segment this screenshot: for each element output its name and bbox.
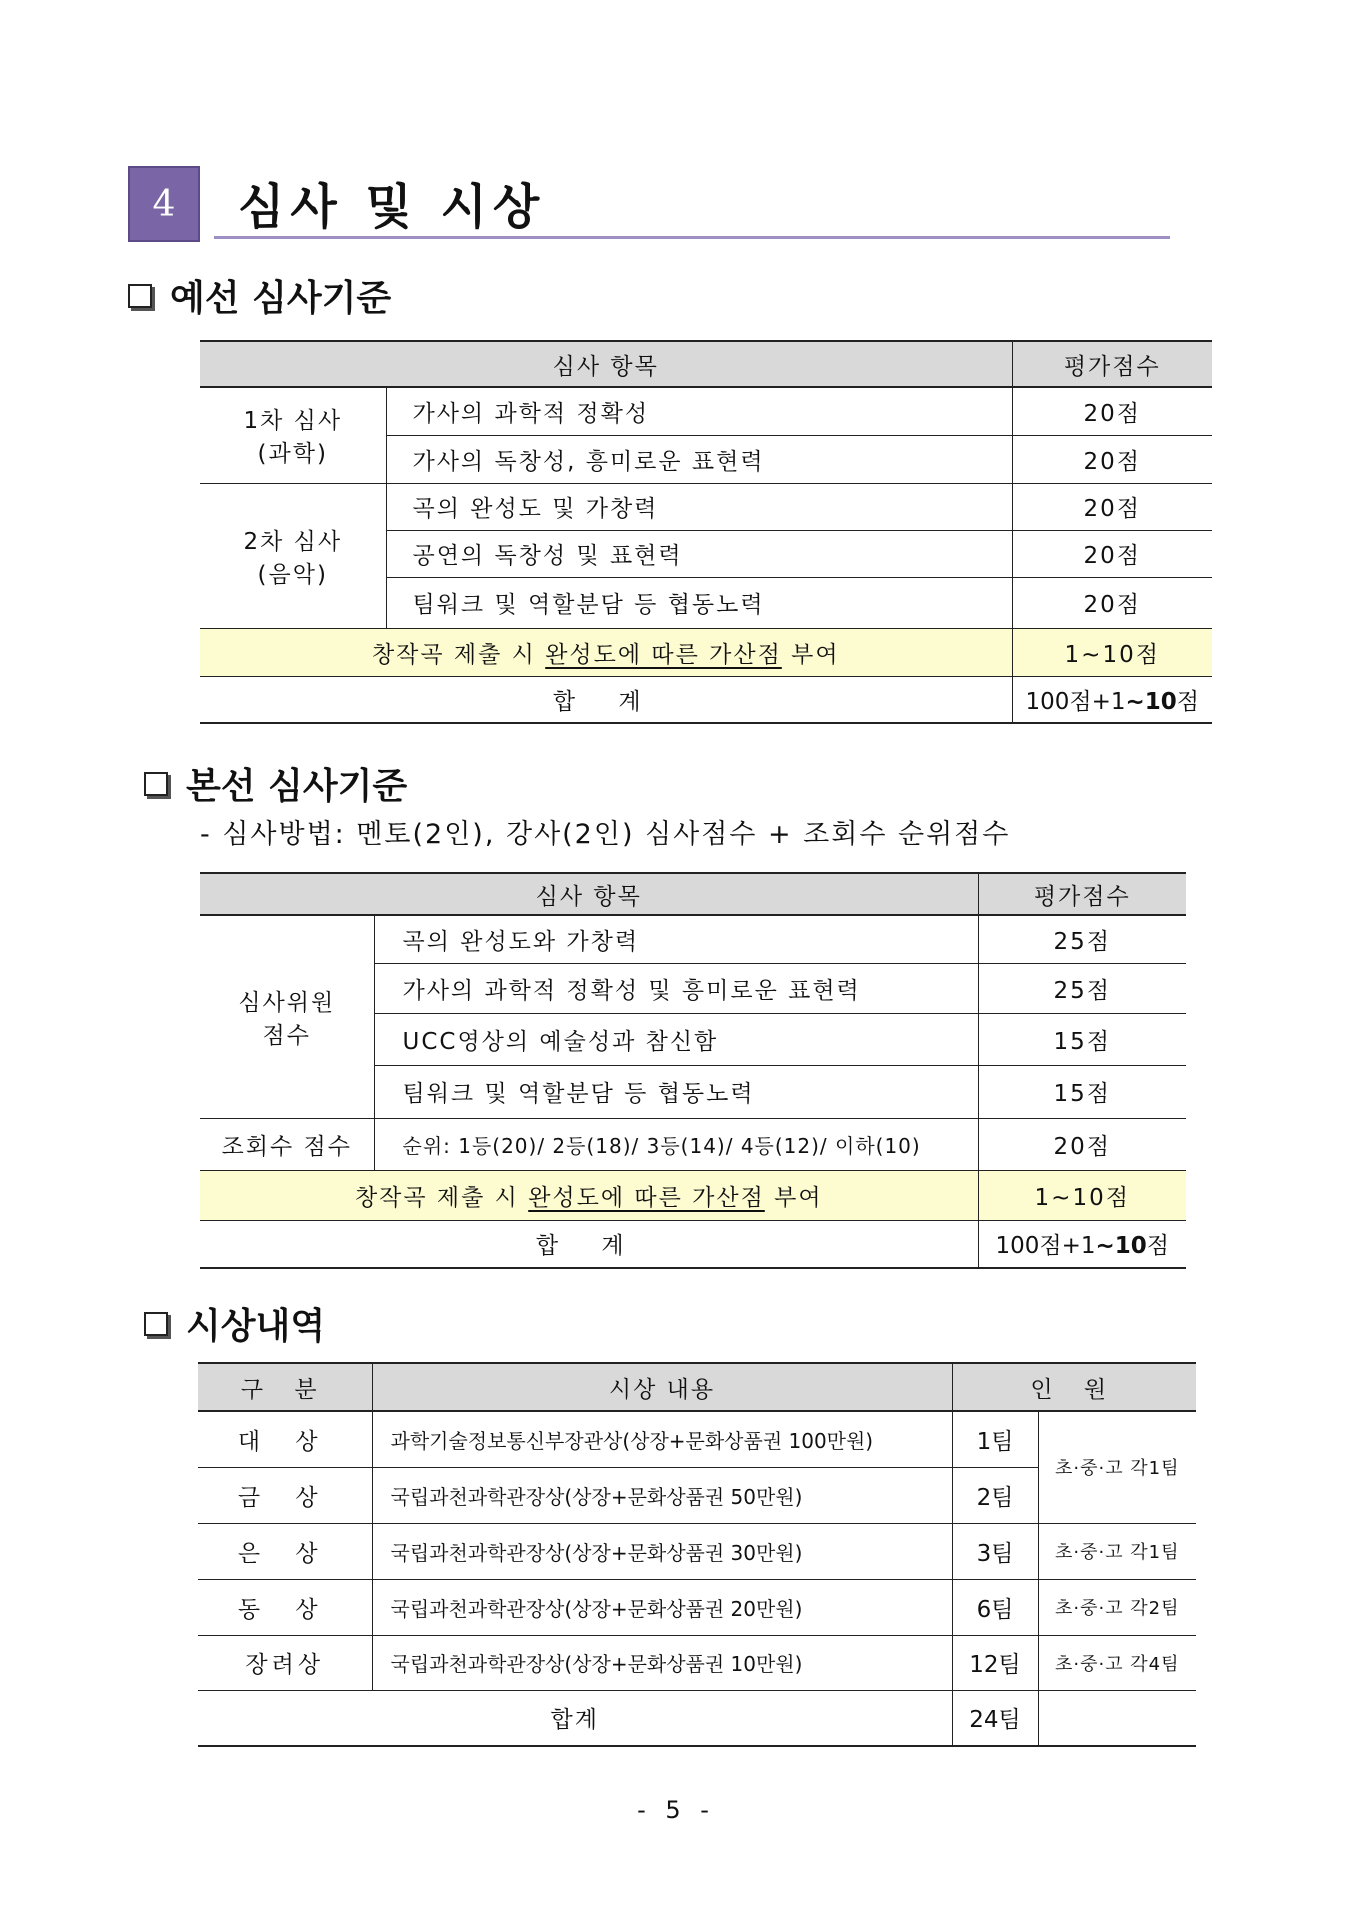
- criteria-score: 20점: [1012, 483, 1212, 530]
- criteria-item: 가사의 과학적 정확성 및 흥미로운 표현력: [374, 963, 978, 1013]
- awards-heading: [144, 1298, 325, 1349]
- award-category: 금 상: [198, 1467, 372, 1523]
- final-criteria-table: [200, 872, 1186, 1269]
- header-item: 심사 항목: [200, 341, 1012, 387]
- criteria-item: UCC영상의 예술성과 참신함: [374, 1013, 978, 1065]
- total-row: [198, 1690, 1196, 1746]
- award-detail: 초·중·고 각2팀: [1038, 1579, 1196, 1635]
- criteria-score: 20점: [1012, 387, 1212, 435]
- prelim-heading: [128, 270, 391, 321]
- criteria-item: 곡의 완성도와 가창력: [374, 915, 978, 963]
- award-detail: 초·중·고 각1팀: [1038, 1411, 1196, 1523]
- bonus-row: [200, 1170, 1186, 1220]
- table-row: [198, 1411, 1196, 1467]
- award-teams: 6팀: [952, 1579, 1038, 1635]
- group-label: 2차 심사 (음악): [200, 483, 386, 628]
- bonus-label: 창작곡 제출 시 완성도에 따른 가산점 부여: [200, 628, 1012, 676]
- award-category: 대 상: [198, 1411, 372, 1467]
- checkbox-square-icon: [144, 772, 168, 796]
- group-label: 1차 심사 (과학): [200, 387, 386, 483]
- views-label: 조회수 점수: [200, 1118, 374, 1170]
- criteria-item: 가사의 독창성, 흥미로운 표현력: [386, 435, 1012, 483]
- total-empty-cell: [1038, 1690, 1196, 1746]
- award-category: 은 상: [198, 1523, 372, 1579]
- table-row: [200, 1118, 1186, 1170]
- table-row: [198, 1523, 1196, 1579]
- table-row: [198, 1579, 1196, 1635]
- criteria-item: 팀워크 및 역할분담 등 협동노력: [374, 1065, 978, 1118]
- section-number-badge: 4: [128, 166, 200, 242]
- total-label: 합계: [198, 1690, 952, 1746]
- total-row: [200, 676, 1212, 723]
- table-row: [200, 387, 1212, 435]
- table-row: [200, 483, 1212, 530]
- criteria-score: 20점: [1012, 530, 1212, 577]
- section-title: 심사 및 시상: [238, 179, 546, 235]
- award-detail: 초·중·고 각4팀: [1038, 1635, 1196, 1690]
- award-content: 과학기술정보통신부장관상(상장+문화상품권 100만원): [372, 1411, 952, 1467]
- prelim-heading-text: 예선 심사기준: [170, 278, 392, 319]
- total-row: [200, 1220, 1186, 1268]
- bonus-score: 1~10점: [978, 1170, 1186, 1220]
- award-content: 국립과천과학관장상(상장+문화상품권 20만원): [372, 1579, 952, 1635]
- criteria-item: 곡의 완성도 및 가창력: [386, 483, 1012, 530]
- criteria-score: 25점: [978, 915, 1186, 963]
- total-label: 합 계: [200, 676, 1012, 723]
- criteria-score: 15점: [978, 1065, 1186, 1118]
- header-people: 인 원: [952, 1363, 1196, 1411]
- table-row: [200, 915, 1186, 963]
- header-score: 평가점수: [978, 873, 1186, 915]
- checkbox-square-icon: [128, 284, 152, 308]
- criteria-score: 25점: [978, 963, 1186, 1013]
- checkbox-square-icon: [144, 1312, 168, 1336]
- bonus-label: 창작곡 제출 시 완성도에 따른 가산점 부여: [200, 1170, 978, 1220]
- views-score: 20점: [978, 1118, 1186, 1170]
- total-score: 100점+1~10점: [1012, 676, 1212, 723]
- award-teams: 12팀: [952, 1635, 1038, 1690]
- views-ranking: 순위: 1등(20)/ 2등(18)/ 3등(14)/ 4등(12)/ 이하(10): [374, 1118, 978, 1170]
- total-score: 100점+1~10점: [978, 1220, 1186, 1268]
- award-category: 동 상: [198, 1579, 372, 1635]
- award-detail: 초·중·고 각1팀: [1038, 1523, 1196, 1579]
- header-item: 심사 항목: [200, 873, 978, 915]
- award-teams: 3팀: [952, 1523, 1038, 1579]
- group-label: 심사위원 점수: [200, 915, 374, 1118]
- final-heading-text: 본선 심사기준: [186, 766, 408, 807]
- criteria-score: 20점: [1012, 435, 1212, 483]
- award-category: 장려상: [198, 1635, 372, 1690]
- award-content: 국립과천과학관장상(상장+문화상품권 30만원): [372, 1523, 952, 1579]
- table-row: [198, 1635, 1196, 1690]
- criteria-item: 공연의 독창성 및 표현력: [386, 530, 1012, 577]
- final-heading: [144, 758, 407, 809]
- judging-method-text: - 심사방법: 멘토(2인), 강사(2인) 심사점수 + 조회수 순위점수: [200, 819, 1011, 850]
- criteria-item: 팀워크 및 역할분담 등 협동노력: [386, 577, 1012, 628]
- header-category: 구 분: [198, 1363, 372, 1411]
- award-teams: 1팀: [952, 1411, 1038, 1467]
- criteria-score: 20점: [1012, 577, 1212, 628]
- criteria-item: 가사의 과학적 정확성: [386, 387, 1012, 435]
- header-content: 시상 내용: [372, 1363, 952, 1411]
- table-header-row: [198, 1363, 1196, 1411]
- award-teams: 2팀: [952, 1467, 1038, 1523]
- award-content: 국립과천과학관장상(상장+문화상품권 10만원): [372, 1635, 952, 1690]
- header-score: 평가점수: [1012, 341, 1212, 387]
- bonus-score: 1~10점: [1012, 628, 1212, 676]
- award-content: 국립과천과학관장상(상장+문화상품권 50만원): [372, 1467, 952, 1523]
- table-header-row: [200, 873, 1186, 915]
- prelim-criteria-table: [200, 340, 1212, 724]
- criteria-score: 15점: [978, 1013, 1186, 1065]
- awards-heading-text: 시상내역: [186, 1306, 326, 1347]
- page-number: - 5 -: [637, 1796, 715, 1824]
- awards-table: [198, 1362, 1196, 1747]
- section-title-underline: [214, 236, 1170, 239]
- table-header-row: [200, 341, 1212, 387]
- total-teams: 24팀: [952, 1690, 1038, 1746]
- bonus-row: [200, 628, 1212, 676]
- total-label: 합 계: [200, 1220, 978, 1268]
